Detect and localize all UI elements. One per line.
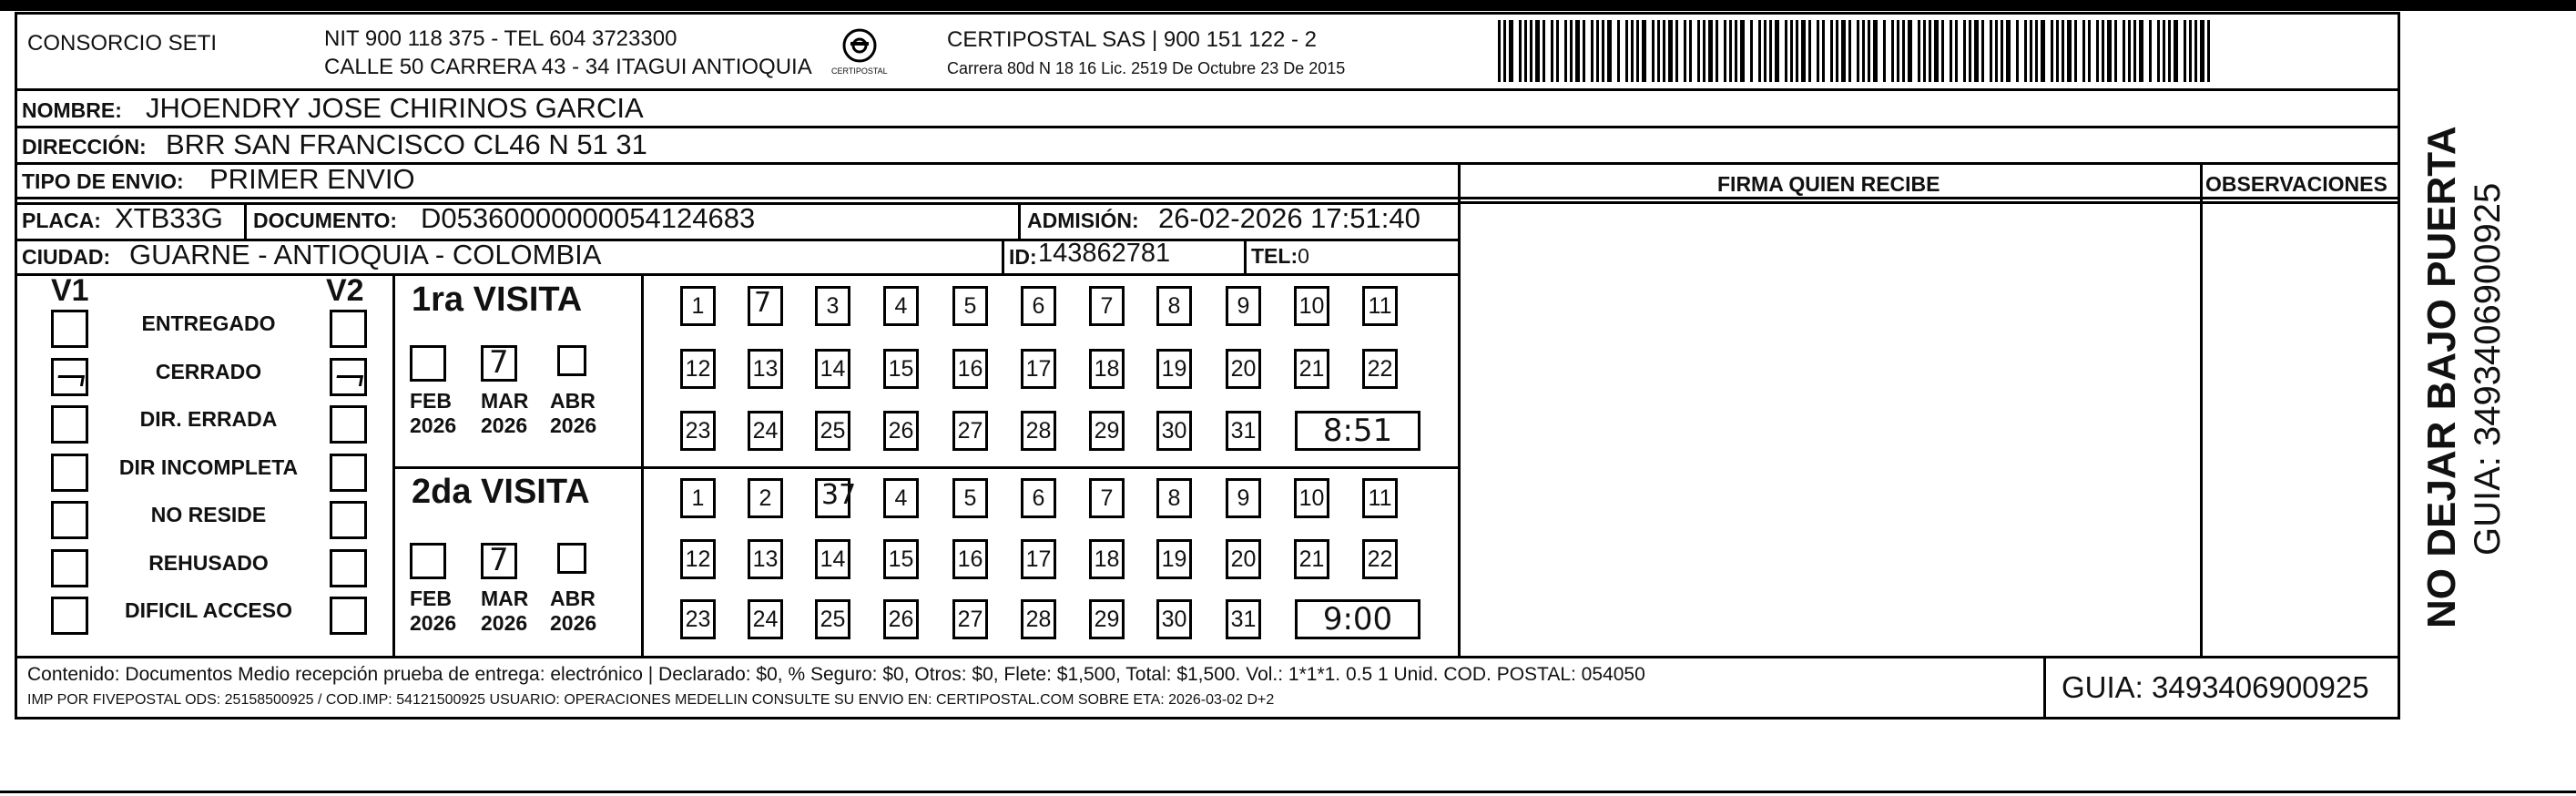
barcode-bar — [1675, 20, 1678, 82]
month-checkbox-abr[interactable] — [557, 543, 586, 574]
month-label: ABR — [550, 389, 596, 413]
barcode-bar — [1862, 20, 1865, 82]
rule-footer — [15, 656, 2400, 658]
barcode-bar — [1724, 20, 1726, 82]
tel-value: 0 — [1298, 244, 1309, 268]
day-box[interactable]: 27 — [952, 599, 988, 639]
status-v2-checkbox[interactable] — [330, 501, 367, 539]
status-v1-checkbox[interactable] — [51, 405, 88, 444]
day-box[interactable]: 6 — [1021, 286, 1056, 326]
barcode-bar — [1556, 20, 1559, 82]
year-label: 2026 — [481, 413, 528, 437]
barcode-bar — [1934, 20, 1939, 82]
status-v1-checkbox[interactable] — [51, 501, 88, 539]
firma-label: FIRMA QUIEN RECIBE — [1717, 172, 1940, 196]
barcode-bar — [1785, 20, 1787, 82]
barcode-bar — [2030, 20, 2032, 82]
barcode-bar — [2123, 20, 2125, 82]
month-checkbox-feb[interactable] — [410, 345, 446, 382]
barcode-bar — [1530, 20, 1532, 82]
day-box[interactable]: 13 — [748, 349, 783, 389]
day-box[interactable]: 31 — [1226, 599, 1261, 639]
day-box[interactable]: 25 — [815, 411, 850, 451]
month-checkbox-abr[interactable] — [557, 345, 586, 376]
day-box[interactable]: 1 — [680, 478, 716, 518]
placa-label: PLACA: — [22, 209, 101, 232]
day-box[interactable]: 2 — [748, 478, 783, 518]
day-box[interactable]: 18 — [1089, 539, 1125, 579]
barcode-bar — [1509, 20, 1513, 82]
barcode-bar — [1769, 20, 1772, 82]
footer-guia: GUIA: 3493406900925 — [2062, 670, 2369, 704]
barcode-bar — [2133, 20, 2136, 82]
day-box[interactable]: 20 — [1226, 539, 1261, 579]
day-box[interactable]: 11 — [1362, 286, 1398, 326]
barcode-bar — [2041, 20, 2045, 82]
hour-box[interactable] — [1295, 599, 1420, 639]
direccion-value: BRR SAN FRANCISCO CL46 N 51 31 — [166, 128, 647, 160]
day-box[interactable] — [815, 478, 857, 518]
barcode-bar — [1575, 20, 1580, 82]
id-label: ID: — [1009, 245, 1037, 269]
company-name: CONSORCIO SETI — [27, 31, 218, 56]
status-divider — [392, 273, 395, 656]
barcode-bar — [2157, 20, 2160, 82]
day-box[interactable]: 12 — [680, 539, 716, 579]
barcode-bar — [1570, 20, 1573, 82]
direccion-label: DIRECCIÓN: — [22, 135, 147, 158]
day-box[interactable]: 22 — [1362, 539, 1398, 579]
barcode-bar — [1607, 20, 1612, 82]
barcode-bar — [1969, 20, 1971, 82]
barcode-bar — [1684, 20, 1686, 82]
barcode-bar — [1941, 20, 1944, 82]
day-box[interactable]: 6 — [1021, 478, 1056, 518]
barcode-bar — [1519, 20, 1522, 82]
barcode-bar — [1735, 20, 1737, 82]
day-box[interactable]: 13 — [748, 539, 783, 579]
barcode-bar — [2074, 20, 2077, 82]
barcode-bar — [1796, 20, 1798, 82]
day-box[interactable]: 12 — [680, 349, 716, 389]
barcode-bar — [1868, 20, 1870, 82]
hour-box[interactable] — [1295, 411, 1420, 451]
status-label: REHUSADO — [148, 550, 269, 575]
year-label: 2026 — [550, 611, 597, 635]
barcode-bar — [1950, 20, 1952, 82]
barcode-bar — [2001, 20, 2003, 82]
barcode-bar — [1617, 20, 1620, 82]
barcode-bar — [2149, 20, 2152, 82]
day-box[interactable]: 16 — [952, 349, 988, 389]
day-box[interactable]: 20 — [1226, 349, 1261, 389]
barcode-bar — [1891, 20, 1894, 82]
day-mark: 37 — [821, 479, 857, 511]
day-box[interactable]: 10 — [1294, 478, 1329, 518]
status-label: CERRADO — [155, 359, 262, 383]
day-box[interactable]: 9 — [1226, 286, 1261, 326]
barcode-bar — [1830, 20, 1833, 82]
day-box[interactable]: 21 — [1294, 539, 1329, 579]
barcode-bar — [1822, 20, 1825, 82]
month-label: FEB — [410, 587, 452, 610]
day-box[interactable]: 26 — [883, 599, 919, 639]
hour-value: 9:00 — [1322, 601, 1393, 638]
footer-guia-divider — [2043, 656, 2046, 719]
documento-label: DOCUMENTO: — [253, 209, 398, 232]
status-label: DIR. ERRADA — [139, 407, 278, 431]
barcode-bar — [1663, 20, 1665, 82]
admision-label: ADMISIÓN: — [1027, 209, 1139, 232]
day-box[interactable]: 17 — [1021, 539, 1056, 579]
barcode-bar — [1564, 20, 1567, 82]
day-box[interactable]: 24 — [748, 599, 783, 639]
month-label: ABR — [550, 587, 596, 610]
status-v2-checkbox[interactable] — [330, 405, 367, 444]
barcode-bar — [1990, 20, 1992, 82]
day-box[interactable]: 28 — [1021, 411, 1056, 451]
status-v1-checkbox[interactable] — [51, 358, 88, 396]
barcode-bar — [2174, 20, 2178, 82]
visit1-title: 1ra VISITA — [412, 281, 583, 319]
barcode-bar — [1668, 20, 1673, 82]
status-v1-checkbox[interactable] — [51, 597, 88, 635]
day-box[interactable]: 17 — [1021, 349, 1056, 389]
ciudad-value: GUARNE - ANTIOQUIA - COLOMBIA — [129, 239, 602, 270]
nombre-value: JHOENDRY JOSE CHIRINOS GARCIA — [146, 92, 644, 124]
barcode-bar — [1591, 20, 1593, 82]
barcode-bar — [1955, 20, 1958, 82]
status-v1-checkbox[interactable] — [51, 454, 88, 492]
barcode-bar — [1636, 20, 1639, 82]
barcode-bar — [1918, 20, 1920, 82]
barcode-bar — [2207, 20, 2210, 82]
month-checkbox-mar[interactable] — [481, 345, 517, 382]
barcode-bar — [1883, 20, 1886, 82]
barcode-bar — [1873, 20, 1878, 82]
barcode-bar — [1543, 20, 1545, 82]
day-box[interactable]: 14 — [815, 349, 850, 389]
day-box[interactable]: 7 — [1089, 286, 1125, 326]
barcode-bar — [1817, 20, 1819, 82]
month-checkbox-feb[interactable] — [410, 543, 446, 579]
day-box[interactable]: 24 — [748, 411, 783, 451]
barcode-bar — [2096, 20, 2099, 82]
barcode-bar — [1524, 20, 1527, 82]
barcode-bar — [1857, 20, 1859, 82]
status-v2-checkbox[interactable] — [330, 358, 367, 396]
company-nit: NIT 900 118 375 - TEL 604 3723300 — [324, 26, 677, 51]
year-label: 2026 — [481, 611, 528, 635]
day-box[interactable]: 29 — [1089, 599, 1125, 639]
status-label: DIFICIL ACCESO — [124, 598, 292, 622]
barcode-bar — [1583, 20, 1585, 82]
barcode-bar — [1625, 20, 1628, 82]
month-mark: 7 — [489, 344, 509, 381]
rule-firma — [1458, 201, 2400, 204]
day-box[interactable]: 18 — [1089, 349, 1125, 389]
tel-label: TEL:0 — [1251, 244, 1309, 268]
barcode-bar — [1716, 20, 1718, 82]
rule-status — [15, 273, 1458, 276]
id-divider — [1002, 239, 1004, 273]
barcode-bar — [1801, 20, 1806, 82]
carrier-license: Carrera 80d N 18 16 Lic. 2519 De Octubre 23 De 2015 — [947, 59, 1346, 77]
day-box[interactable]: 7 — [1089, 478, 1125, 518]
barcode-bar — [1908, 20, 1912, 82]
day-box[interactable]: 5 — [952, 286, 988, 326]
id-value: 143862781 — [1038, 239, 1171, 268]
barcode-bar — [1642, 20, 1646, 82]
barcode-bar — [1963, 20, 1966, 82]
rule-tipo — [15, 197, 2400, 199]
day-box[interactable]: 28 — [1021, 599, 1056, 639]
barcode-bar — [1750, 20, 1753, 82]
side-warning: NO DEJAR BAJO PUERTA — [2419, 126, 2464, 628]
barcode-bar — [1897, 20, 1899, 82]
barcode-bar — [2051, 20, 2053, 82]
barcode-bar — [1652, 20, 1655, 82]
status-v1-checkbox[interactable] — [51, 549, 88, 587]
year-label: 2026 — [410, 413, 457, 437]
barcode-bar — [2102, 20, 2104, 82]
barcode-bar — [1689, 20, 1692, 82]
barcode-bar — [1836, 20, 1838, 82]
barcode-bar — [2088, 20, 2091, 82]
barcode-bar — [2024, 20, 2027, 82]
barcode-bar — [1981, 20, 1984, 82]
month-label: MAR — [481, 587, 529, 610]
footer-content: Contenido: Documentos Medio recepción prueba de entrega: electrónico | Declarado: $0, % Seguro: $0, Otros: $0, Flete: $1,500, Total: $1,500. Vol.: 1*1*1. 0.5 1 Unid. COD. POSTAL: 054050 — [27, 664, 1645, 685]
day-box[interactable]: 31 — [1226, 411, 1261, 451]
barcode-bar — [2016, 20, 2019, 82]
status-v2-checkbox[interactable] — [330, 597, 367, 635]
day-box[interactable]: 9 — [1226, 478, 1261, 518]
barcode-bar — [2184, 20, 2186, 82]
barcode-bar — [1708, 20, 1713, 82]
logo-text: CERTIPOSTAL — [831, 66, 888, 76]
day-box[interactable]: 14 — [815, 539, 850, 579]
barcode-bar — [1775, 20, 1779, 82]
status-v2-checkbox[interactable] — [330, 549, 367, 587]
barcode-bar — [2035, 20, 2038, 82]
tipo-envio-label: TIPO DE ENVIO: — [22, 169, 184, 193]
visit-months-divider — [641, 273, 644, 656]
day-box[interactable]: 1 — [680, 286, 716, 326]
admision-divider — [1018, 202, 1021, 239]
barcode-bar — [1551, 20, 1553, 82]
month-label: MAR — [481, 389, 529, 413]
placa-divider — [244, 202, 247, 239]
barcode-bar — [1703, 20, 1705, 82]
month-checkbox-mar[interactable] — [481, 543, 517, 579]
barcode-bar — [2163, 20, 2165, 82]
barcode-bar — [1848, 20, 1851, 82]
barcode-bar — [1923, 20, 1926, 82]
day-box[interactable]: 30 — [1156, 411, 1192, 451]
barcode-bar — [2168, 20, 2171, 82]
barcode-bar — [1841, 20, 1846, 82]
barcode-bar — [1808, 20, 1811, 82]
barcode-bar — [2114, 20, 2117, 82]
day-box[interactable]: 26 — [883, 411, 919, 451]
day-box[interactable]: 5 — [952, 478, 988, 518]
barcode-bar — [1764, 20, 1767, 82]
observaciones-label: OBSERVACIONES — [2205, 172, 2388, 196]
month-label: FEB — [410, 389, 452, 413]
status-label: DIR INCOMPLETA — [118, 454, 299, 479]
day-box[interactable]: 3 — [815, 286, 850, 326]
carrier-name: CERTIPOSTAL SAS | 900 151 122 - 2 — [947, 27, 1317, 52]
status-v2-checkbox[interactable] — [330, 310, 367, 348]
barcode-bar — [2194, 20, 2197, 82]
status-v2-checkbox[interactable] — [330, 454, 367, 492]
barcode-bar — [1902, 20, 1905, 82]
day-box[interactable]: 15 — [883, 539, 919, 579]
barcode-bar — [1498, 20, 1501, 82]
v2-label: V2 — [326, 273, 364, 308]
v1-label: V1 — [51, 273, 89, 308]
col-obs-left — [2200, 162, 2203, 656]
tel-divider — [1244, 239, 1247, 273]
day-box[interactable]: 19 — [1156, 349, 1192, 389]
status-label: NO RESIDE — [150, 503, 267, 526]
certipostal-logo — [833, 26, 886, 80]
day-box[interactable]: 11 — [1362, 478, 1398, 518]
barcode-bar — [1740, 20, 1745, 82]
barcode-bar — [2062, 20, 2064, 82]
barcode-bar — [1596, 20, 1599, 82]
barcode-bar — [1657, 20, 1660, 82]
day-box[interactable]: 21 — [1294, 349, 1329, 389]
barcode-bar — [2139, 20, 2143, 82]
barcode-bar — [2006, 20, 2011, 82]
day-box[interactable]: 8 — [1156, 286, 1192, 326]
nombre-label: NOMBRE: — [22, 98, 122, 122]
admision-value: 26-02-2026 17:51:40 — [1158, 202, 1420, 234]
status-v1-checkbox[interactable] — [51, 310, 88, 348]
day-box[interactable]: 8 — [1156, 478, 1192, 518]
day-box[interactable]: 29 — [1089, 411, 1125, 451]
day-box[interactable]: 22 — [1362, 349, 1398, 389]
barcode-bar — [2200, 20, 2204, 82]
barcode-bar — [1995, 20, 1998, 82]
footer-imp: IMP POR FIVEPOSTAL ODS: 25158500925 / COD.IMP: 54121500925 USUARIO: OPERACIONES MEDELLIN CONSULTE SU ENVIO EN: CERTIPOSTAL.COM SOBRE ETA: 2026-03-02 D+2 — [27, 692, 1275, 708]
barcode-bar — [1790, 20, 1793, 82]
day-box[interactable]: 4 — [883, 286, 919, 326]
day-box[interactable]: 23 — [680, 599, 716, 639]
barcode-bar — [1503, 20, 1506, 82]
ciudad-label: CIUDAD: — [22, 245, 111, 269]
page-top-rule — [0, 0, 2576, 11]
barcode-bar — [1729, 20, 1732, 82]
year-label: 2026 — [550, 413, 597, 437]
year-label: 2026 — [410, 611, 457, 635]
day-box[interactable]: 23 — [680, 411, 716, 451]
day-box[interactable]: 15 — [883, 349, 919, 389]
barcode-bar — [1929, 20, 1931, 82]
barcode-bar — [2107, 20, 2112, 82]
day-box[interactable]: 10 — [1294, 286, 1329, 326]
placa-value: XTB33G — [115, 202, 223, 234]
day-box[interactable]: 16 — [952, 539, 988, 579]
day-box[interactable]: 27 — [952, 411, 988, 451]
col-firma-left — [1458, 162, 1461, 656]
rule-header — [15, 88, 2400, 91]
side-guia: GUIA: 3493406900925 — [2468, 182, 2508, 556]
barcode-bar — [2128, 20, 2131, 82]
day-box[interactable]: 19 — [1156, 539, 1192, 579]
page-bottom-rule — [0, 791, 2576, 793]
visit-divider — [392, 466, 1458, 469]
day-mark: 7 — [754, 287, 772, 319]
barcode-bar — [1758, 20, 1761, 82]
company-address: CALLE 50 CARRERA 43 - 34 ITAGUI ANTIOQUIA — [324, 55, 812, 79]
day-box[interactable]: 4 — [883, 478, 919, 518]
day-box[interactable]: 30 — [1156, 599, 1192, 639]
barcode-bar — [1697, 20, 1700, 82]
hour-value: 8:51 — [1322, 413, 1393, 449]
day-box[interactable]: 25 — [815, 599, 850, 639]
day-box[interactable] — [748, 286, 783, 326]
barcode-bar — [1974, 20, 1979, 82]
status-label: ENTREGADO — [141, 311, 276, 335]
barcode-bar — [2082, 20, 2085, 82]
documento-value: D05360000000054124683 — [421, 202, 756, 234]
tipo-envio-value: PRIMER ENVIO — [209, 163, 415, 195]
month-mark: 7 — [489, 542, 509, 578]
barcode-icon — [1498, 20, 2222, 82]
barcode-bar — [2067, 20, 2072, 82]
visit2-title: 2da VISITA — [412, 473, 590, 511]
barcode-bar — [2056, 20, 2059, 82]
barcode-bar — [1602, 20, 1604, 82]
barcode-bar — [1535, 20, 1540, 82]
barcode-bar — [1631, 20, 1634, 82]
barcode-bar — [2189, 20, 2192, 82]
